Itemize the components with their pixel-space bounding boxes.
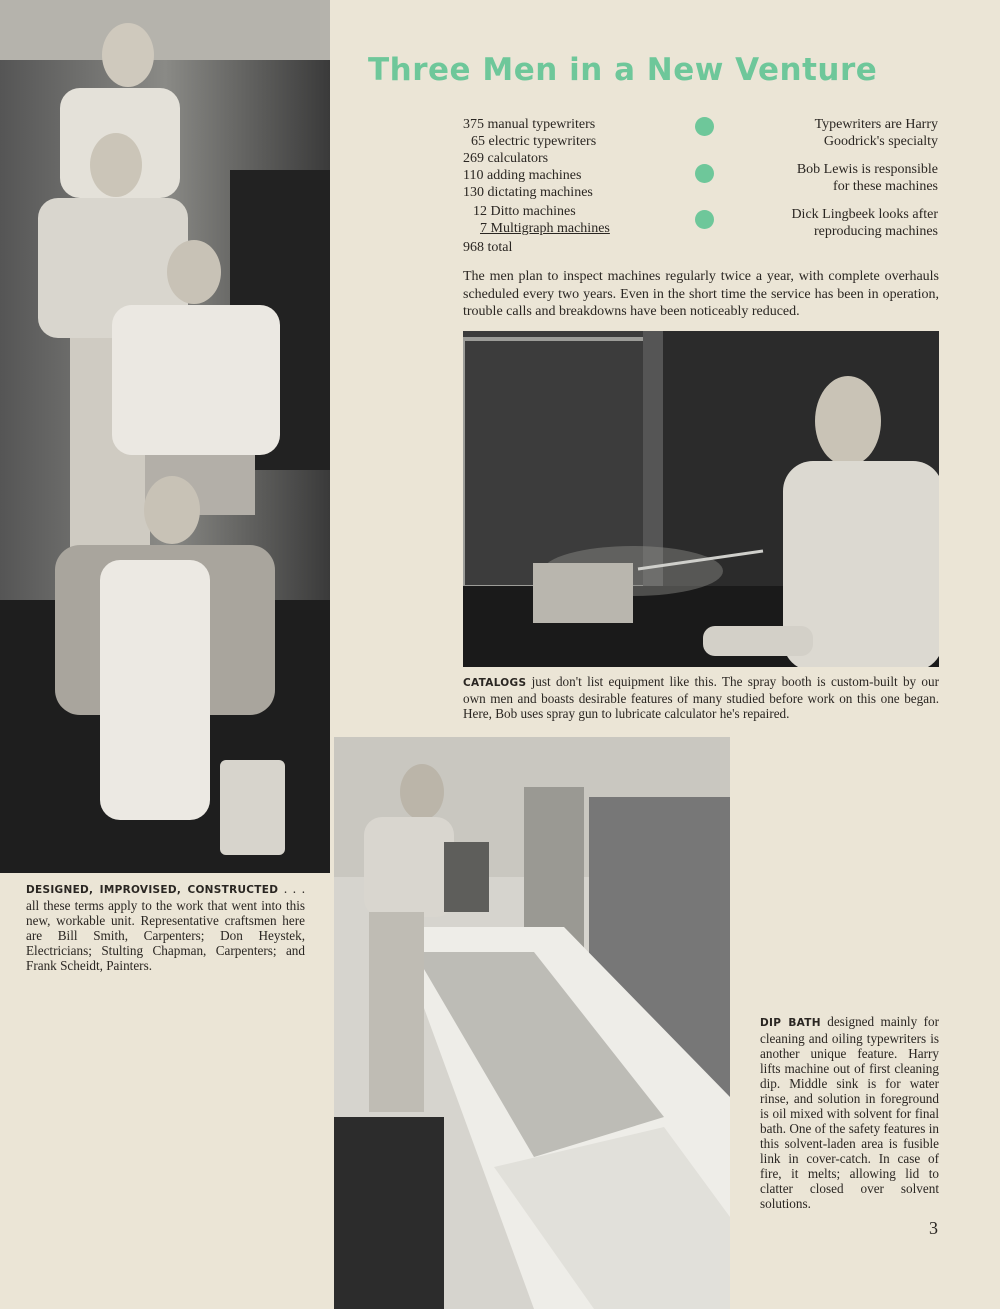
responsibility-item: Bob Lewis is responsible for these machines [796, 162, 938, 194]
intro-paragraph: The men plan to inspect machines regularly twice a year, with complete overhauls scheduled every two years. Even in the short time the service has been in operation, trouble calls and breakdowns have been noticeably reduced. [463, 269, 939, 319]
spray-booth-photo [463, 331, 939, 667]
inventory-total: 968 total [463, 240, 513, 255]
inventory-item: 130 dictating machines [463, 185, 593, 200]
craftsmen-photo [0, 0, 330, 873]
caption-dipbath: DIP BATH designed mainly for cleaning and oiling typewriters is another unique feature. Harry lifts machine out of first cleaning dip. Middle sink is for water rinse, and solution in foreground is oil mixed with solvent for final bath. One of the safety features in this solvent-laden area is fusible link in cover-catch. In case of fire, it melts; allowing lid to clatter closed over solvent solutions. [760, 1014, 940, 1211]
caption-designed: DESIGNED, IMPROVISED, CONSTRUCTED . . . all these terms apply to the work that went into this new, workable unit. Representative craftsmen here are Bill Smith, Carpenters; Don Heystek, Electricians; Stulting Chapman, Carpenters; and Frank Scheidt, Painters. [26, 881, 306, 973]
dip-bath-photo [334, 737, 730, 1309]
inventory-list [463, 116, 683, 256]
responsibility-item: Typewriters are Harry Goodrick's specialty [814, 117, 938, 149]
inventory-item: 375 manual typewriters [463, 117, 596, 132]
page-title: Three Men in a New Venture [368, 52, 878, 88]
bullet-dot-icon [695, 210, 714, 229]
inventory-item: 12 Ditto machines [473, 204, 576, 219]
page-number: 3 [929, 1218, 938, 1238]
caption-catalogs: CATALOGS just don't list equipment like this. The spray booth is custom-built by our own men and boasts desirable features of many studied before work on this one began. Here, Bob uses spray gun to lubricate calculator he's repaired. [463, 674, 939, 721]
inventory-item: 110 adding machines [463, 168, 582, 183]
inventory-item: 65 electric typewriters [471, 134, 597, 149]
inventory-item: 269 calculators [463, 151, 549, 166]
responsibility-item: Dick Lingbeek looks after reproducing machines [791, 207, 938, 239]
bullet-dot-icon [695, 117, 714, 136]
inventory-item: 7 Multigraph machines [480, 221, 610, 236]
bullet-dot-icon [695, 164, 714, 183]
